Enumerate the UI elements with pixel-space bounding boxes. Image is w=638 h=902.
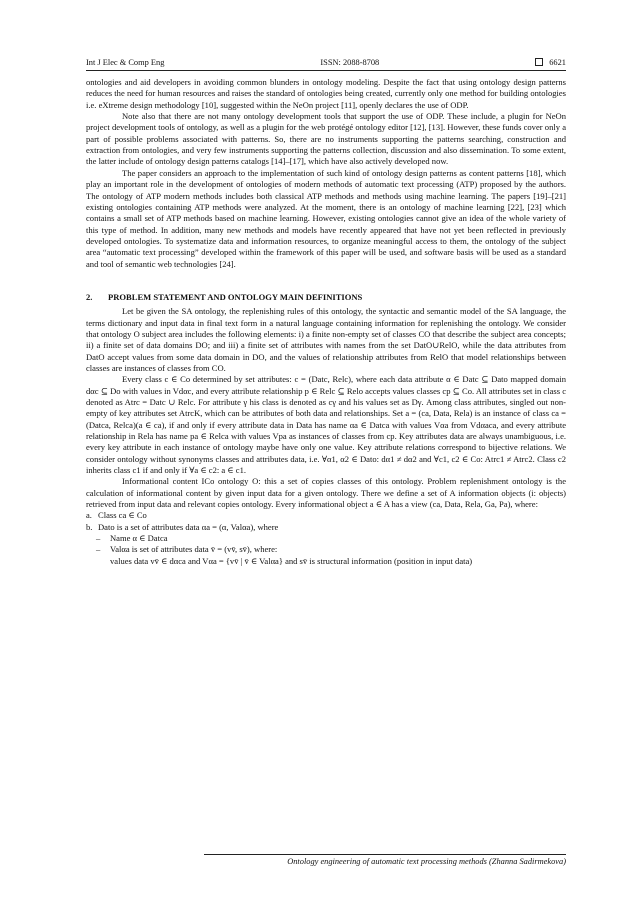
running-footer: Ontology engineering of automatic text processing methods (Zhanna Sadirmekova) [204,854,566,866]
sublist-continuation: values data vv̄ ∈ dαca and Vαa = {vv̄ | v̄ ∈ Valαa} and sv̄ is structural information (position in input data) [110,555,473,566]
paragraph: Let be given the SA ontology, the replenishing rules of this ontology, the syntactic and semantic model of the SA language, the terms dictionary and input data in final text form in a natural language containing information for replenishing the ontology. We consider that ontology O subject area includes the following elements: i) a finite non-empty set of classes CO that describe the subject area concepts; ii) a finite set of data domains DO; and iii) a finite set of attributes with names from the set DatO∪RelO, while the data attributes from DatO accept values from some data domain in DO, and the values of relationship attributes from RelO that model relationships between classes are instances of classes from CO. [86,306,566,373]
sublist-item [86,544,566,555]
issn: ISSN: 2088-8708 [320,58,380,68]
list-text: Class ca ∈ Co [98,510,147,521]
page-number-group [535,58,566,67]
checkbox-square-icon [535,58,543,66]
sublist-item [86,533,566,544]
paragraph: Informational content ICo ontology O: this a set of copies classes of this ontology. Problem replenishment ontology is the calculation of informational content by given input data for a given ontology. There we define a set of A information objects (i: objects) retrieved from input data and relevant copies ontology. Every informational object a ∈ A has a view (ca, Data, Rela, Ga, Pa), where: [86,476,566,510]
paragraph: Note also that there are not many ontology development tools that support the use of ODP. These include, a plugin for NeOn project development tools of ontology, as well as a plugin for the web protégé ontology editor [12], [13]. However, these funds cover only a part of possible problems associated with patterns. So, there are no instruments supporting the patterns searching, construction and extraction from ontologies, and very few instruments supporting the patterns collection, discussion and also dissemination. To some extent, the latter include of ontology design patterns catalogs [14]–[17], which have also actively developed now. [86,111,566,167]
section-number: 2. [86,291,93,302]
list-marker: a. [86,510,92,521]
list-marker: – [96,533,101,544]
article-body [86,77,566,567]
section-heading [86,292,566,303]
list-text: Valαa is set of attributes data v̄ = (vv̄, sv̄), where: [110,544,278,555]
paragraph: The paper considers an approach to the implementation of such kind of ontology design patterns as content patterns [18], which play an important role in the development of ontologies of modern methods of automatic text processing (ATP) proposed by the authors. The ontology of ATP modern methods includes both classical ATP methods and methods using machine learning. The papers [19]–[21] existing ontologies containing ATP methods were analyzed. At the moment, there is an ontology of machine learning [22], [23] which contains a small set of ATP methods based on machine learning. However, existing ontologies cannot give an idea of the whole variety of this type of method. In addition, many new methods and models have recently appeared that have not yet been reflected in previously developed ontologies. To systematize data and information resources, to organize meaningful access to them, the ontology of the subject area “automatic text processing” developed within the framework of this paper will be used, and software basis will be used as a standard and tool of semantic web technologies [24]. [86,167,566,269]
paragraph: Every class c ∈ Co determined by set attributes: c = (Datc, Relc), where each data attribute α ∈ Datc ⊆ Dato mapped domain dαc ⊆ Do with values in Vdαc, and every attribute relationship p ∈ Relc ⊆ Relo accepts values classes cp ⊆ Co. All attributes set in class c denoted as Atrc = Datc ∪ Relc. For attribute γ his class is denoted as cγ and his values set as Dγ. Among class attributes, singled out non-empty of key attributes set AtrcK, which can be attributes of both data and relationships. Set a = (ca, Data, Rela) is an instance of class ca = (Datca, Relca)(a ∈ ca), if and only if every attribute data in Data has name αa ∈ Datca with values Vαa from Vdαaca, and every attribute relationship in Rela has name pa ∈ Relca with values Vpa as instances of classes from cp. Key attributes data are always unambiguous, i.e. every key attribute in each instance of ontology maybe have only one value. Key attribute relations correspond to bijective relations. We consider ontology without synonyms classes and attributes data, i.e. ∀α1, α2 ∈ Dato: dα1 ≠ dα2 and ∀c1, c2 ∈ Co: Atrc1 ≠ Atrc2. Class c2 inherits class c1 if and only if ∀a ∈ c2: a ∈ c1. [86,374,566,476]
page-content [86,58,566,567]
list-text: Dato is a set of attributes data αa = (α, Valαa), where [98,521,279,532]
list-marker: b. [86,521,93,532]
list-item [86,522,566,533]
journal-name: Int J Elec & Comp Eng [86,58,165,68]
list-marker: – [96,544,101,555]
running-header [86,58,566,71]
list-text: Name α ∈ Datca [110,533,168,544]
list-item [86,510,566,521]
definition-list [86,510,566,567]
section-title: PROBLEM STATEMENT AND ONTOLOGY MAIN DEFINITIONS [108,291,363,302]
page-number: 6621 [549,58,566,67]
paragraph: ontologies and aid developers in avoiding common blunders in ontology modeling. Despite the fact that using ontology design patterns reduces the need for human resources and raises the standard of ontologies being created, currently only one method for building ontologies i.e. eXtreme design methodology [10], suggested within the NeOn project [11], openly declares the use of ODP. [86,77,566,110]
